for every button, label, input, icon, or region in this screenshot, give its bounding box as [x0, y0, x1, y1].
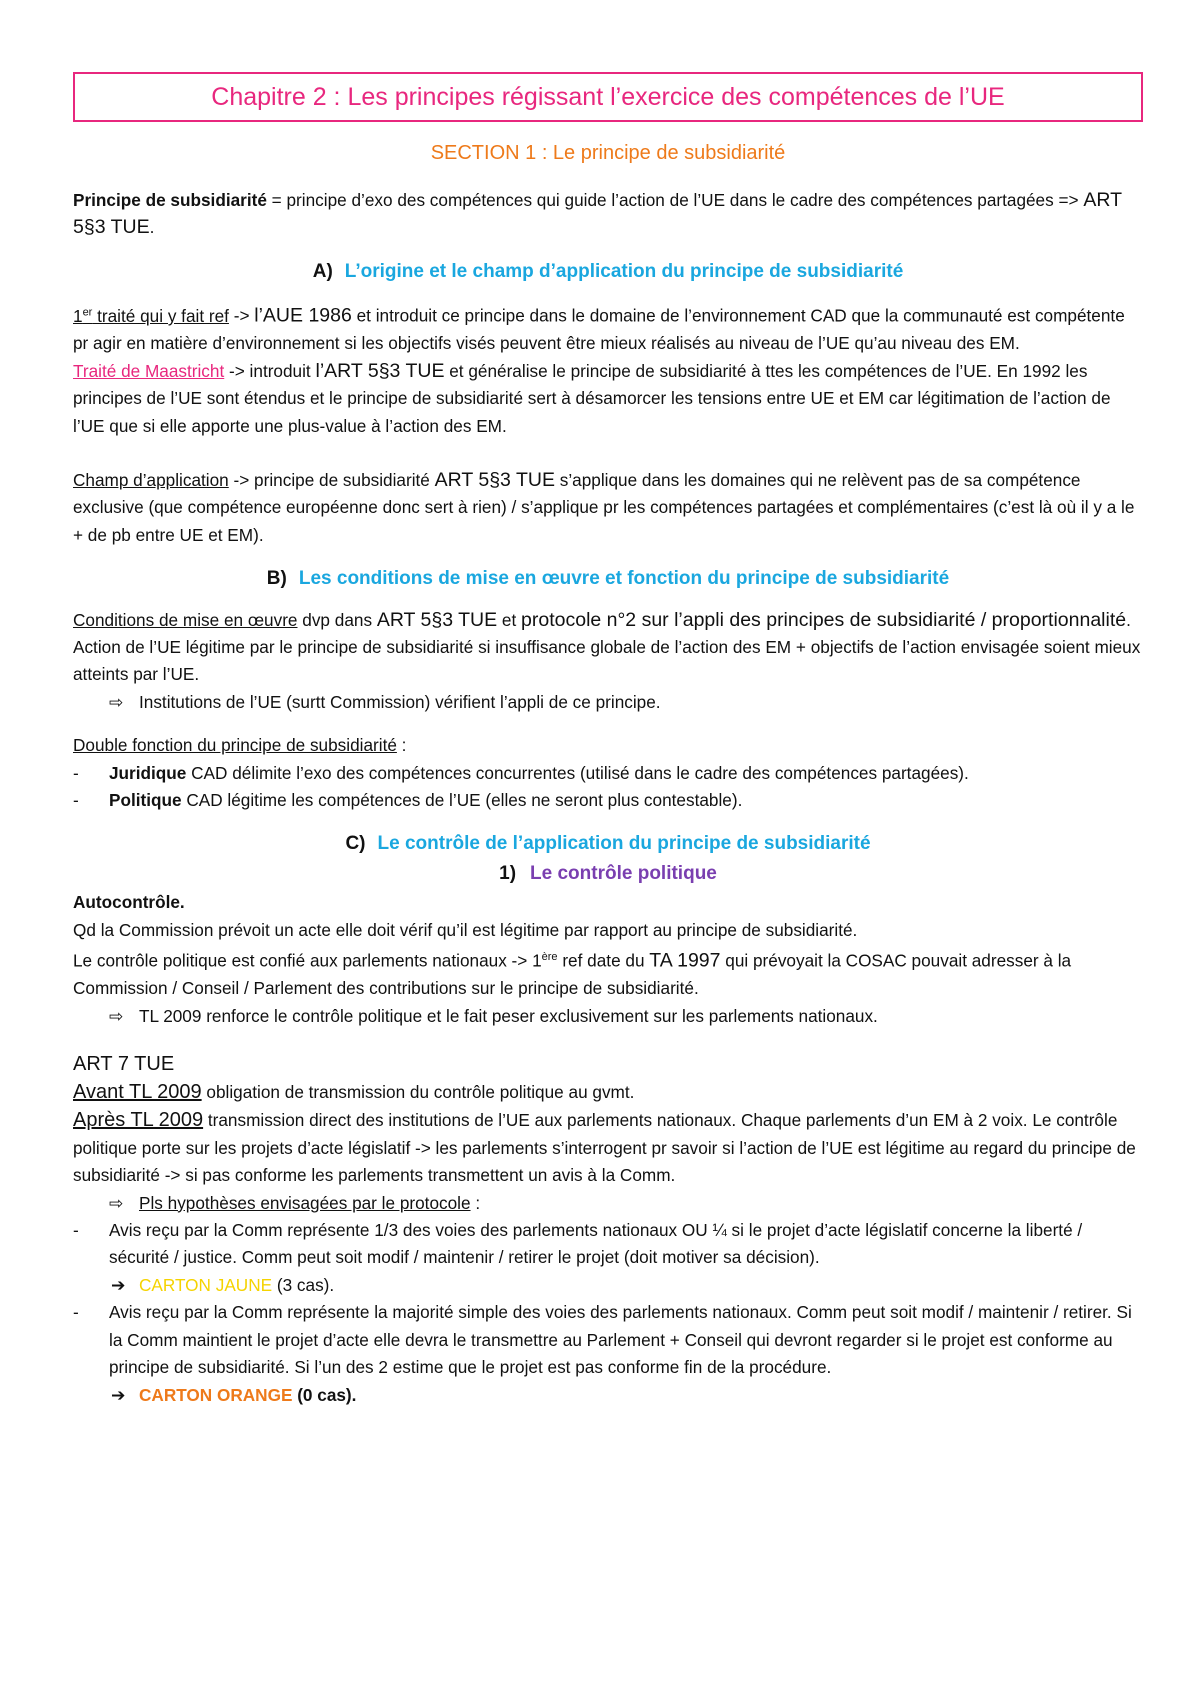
autocontrole-label [73, 889, 1143, 916]
heading-b-text: Les conditions de mise en œuvre et fonction du principe de subsidiarité [298, 568, 950, 590]
avant-text: obligation de transmission du contrôle politique au gvmt. [201, 1082, 635, 1103]
ta-ref: TA 1997 [649, 949, 721, 972]
heading-b [73, 565, 1143, 592]
heading-c-text: Le contrôle de l’application du principe de subsidiarité [377, 833, 871, 855]
heading-c1 [73, 860, 1143, 887]
outline-arrow-icon: ⇨ [109, 1192, 124, 1213]
intro-text: = principe d’exo des compétences qui guide l’action de l’UE dans le cadre des compétences partagées => [266, 190, 1084, 210]
p3-t2: s’applique dans les domaines qui ne relèvent pas de sa compétence exclusive (que compétence européenne donc sert à rien) / s’applique pr les compétences partagées et complémentaires (c’est là où il y a le + de pb entre UE et EM). [73, 469, 1135, 545]
p8-t2: ref date du [557, 950, 650, 971]
carton-jaune-label: CARTON JAUNE [139, 1274, 273, 1295]
list-item-avis-majorite [73, 1299, 1143, 1381]
p4-t1: dvp dans [297, 609, 377, 630]
tl2009-text: TL 2009 renforce le contrôle politique et le fait peser exclusivement sur les parlements nationaux. [139, 1005, 878, 1026]
paragraph-action: Action de l’UE légitime par le principe de subsidiarité si insuffisance globale de l’action des EM + objectifs de l’action envisagée soient mieux atteints par l’UE. [73, 637, 1141, 685]
dash-bullet: - [73, 1302, 79, 1323]
p3-art: ART 5§3 TUE [434, 468, 555, 491]
apres-label: Après TL 2009 [73, 1109, 204, 1132]
paragraph-controle [73, 944, 1143, 1003]
list-item-juridique [73, 760, 1143, 787]
intro-paragraph [73, 187, 1143, 242]
p2-t2: et généralise le principe de subsidiarité à ttes les compétences de l’UE. En 1992 les principes de l’UE sont étendus et le principe de subsidiarité sert à désamorcer les tensions entre UE et EM car légitimation de l’action de l’UE que si elle apporte une plus-value à l’action des EM. [73, 360, 1111, 436]
paragraph-origin [73, 299, 1143, 358]
apres-text: transmission direct des institutions de l’UE aux parlements nationaux. Chaque parlements d’un EM à 2 voix. Le contrôle politique porte sur les projets d’acte législatif -> les parlements s’interrogent pr savoir si l’action de l’UE est légitime au regard du principe de subsidiarité -> si pas conforme les parlements transmettent un avis à la Comm. [73, 1110, 1136, 1186]
list-item-politique [73, 787, 1143, 814]
maastricht-link[interactable]: Traité de Maastricht [73, 360, 225, 381]
champ-label: Champ d’application [73, 469, 229, 490]
double-u: Double fonction du principe de subsidiarité [73, 735, 397, 756]
p3-t1: -> principe de subsidiarité [228, 469, 435, 490]
dash-bullet: - [73, 1220, 79, 1241]
section-title: SECTION 1 : Le principe de subsidiarité [430, 142, 786, 164]
paragraph-commission: Qd la Commission prévoit un acte elle doit vérif qu’il est légitime par rapport au principe de subsidiarité. [73, 919, 858, 940]
carton-jaune-count: (3 cas). [272, 1274, 335, 1295]
p1-arrow: -> [228, 305, 255, 326]
outline-arrow-icon: ⇨ [109, 1005, 124, 1026]
juridique-rest: CAD délimite l’exo des compétences concurrentes (utilisé dans le cadre des compétences partagées). [186, 762, 969, 783]
politique-text [109, 787, 1143, 814]
double-fonction-label [73, 732, 1143, 759]
arrow-item-hypotheses [73, 1190, 1143, 1217]
p8-sup: ère [541, 951, 558, 964]
art7-heading: ART 7 TUE [73, 1053, 175, 1076]
avant-label: Avant TL 2009 [73, 1081, 202, 1104]
politique-rest: CAD légitime les compétences de l’UE (elles ne seront plus contestable). [181, 790, 743, 811]
paragraph-apres [73, 1106, 1143, 1189]
paragraph-avant [73, 1078, 1143, 1106]
p8-t3: qui prévoyait la COSAC pouvait adresser à la Commission / Conseil / Parlement des contributions sur le principe de subsidiarité. [73, 950, 1072, 999]
bold-arrow-icon: ➔ [111, 1274, 126, 1295]
hypotheses-end: : [470, 1192, 481, 1213]
p2-art: l’ART 5§3 TUE [315, 359, 445, 382]
chapter-title-box [73, 72, 1143, 122]
carton-orange-label: CARTON ORANGE [139, 1384, 293, 1405]
carton-orange-item [73, 1382, 1143, 1409]
aue-ref: l’AUE 1986 [254, 304, 352, 327]
juridique-text [109, 760, 1143, 787]
chapter-title: Chapitre 2 : Les principes régissant l’exercice des compétences de l’UE [211, 82, 1005, 111]
p8-t1: Le contrôle politique est confié aux parlements nationaux -> 1 [73, 950, 542, 971]
heading-c [73, 830, 1143, 857]
conditions-label: Conditions de mise en œuvre [73, 609, 298, 630]
first-number: 1 [73, 305, 83, 326]
dash-bullet: - [73, 762, 79, 783]
hypotheses-label: Pls hypothèses envisagées par le protocole [139, 1192, 471, 1213]
intro-bold: Principe de subsidiarité [73, 190, 267, 210]
document-content [73, 72, 1143, 1409]
p1-text: et introduit ce principe dans le domaine de l’environnement CAD que la communauté est compétente pr agir en matière d’environnement si les objectifs visés peuvent être mieux réalisés au niveau de l’UE qu’au niveau des EM. [73, 305, 1125, 354]
heading-c1-text: Le contrôle politique [530, 862, 717, 884]
p4-t2: et [497, 609, 522, 630]
paragraph-conditions [73, 607, 1143, 634]
juridique-bold: Juridique [109, 762, 187, 783]
list-item-avis-tiers [73, 1217, 1143, 1272]
p2-t1: -> introduit [224, 360, 316, 381]
double-end: : [396, 735, 407, 756]
heading-a [73, 258, 1143, 285]
arrow-item-institutions [73, 689, 1143, 716]
heading-c-letter: C) [345, 833, 366, 855]
document-body [73, 187, 1143, 1409]
politique-bold: Politique [109, 790, 182, 811]
paragraph-maastricht [73, 358, 1143, 440]
arrow-item-tl2009 [73, 1003, 1143, 1030]
dash-bullet: - [73, 790, 79, 811]
autocontrole-bold: Autocontrôle. [73, 892, 185, 913]
heading-a-letter: A) [312, 260, 333, 282]
heading-b-letter: B) [266, 568, 287, 590]
carton-jaune-item [73, 1272, 1143, 1299]
bold-arrow-icon: ➔ [111, 1384, 126, 1405]
protocole-ref: protocole n°2 sur l’appli des principes de subsidiarité / proportionnalité [521, 608, 1127, 631]
paragraph-champ [73, 467, 1143, 549]
carton-orange-count: (0 cas). [292, 1384, 357, 1405]
p4-end: . [1126, 609, 1131, 630]
intro-art: ART 5§3 TUE [73, 189, 1122, 239]
p4-art: ART 5§3 TUE [376, 608, 498, 631]
avis-majorite-text: Avis reçu par la Comm représente la majorité simple des voies des parlements nationaux. Comm peut soit modif / maintenir / retirer. Si la Comm maintient le projet d’acte elle devra le transmettre au Parlement + Conseil qui devront regarder si le projet est conforme au principe de subsidiarité. Si l’un des 2 estime que le projet est pas conforme fin de la procédure. [109, 1302, 1132, 1378]
heading-c1-letter: 1) [499, 862, 517, 884]
first-text: traité qui y fait ref [92, 305, 229, 326]
heading-a-text: L’origine et le champ d’application du principe de subsidiarité [344, 260, 904, 282]
intro-end: . [149, 217, 155, 238]
institutions-text: Institutions de l’UE (surtt Commission) vérifient l’appli de ce principe. [139, 691, 661, 712]
first-treaty [73, 306, 229, 326]
first-sup: er [82, 306, 93, 319]
outline-arrow-icon: ⇨ [109, 691, 124, 712]
avis-tiers-text: Avis reçu par la Comm représente 1/3 des voies des parlements nationaux OU ¼ si le projet d’acte législatif concerne la liberté / sécurité / justice. Comm peut soit modif / maintenir / retirer le projet (doit motiver sa décision). [109, 1220, 1083, 1268]
